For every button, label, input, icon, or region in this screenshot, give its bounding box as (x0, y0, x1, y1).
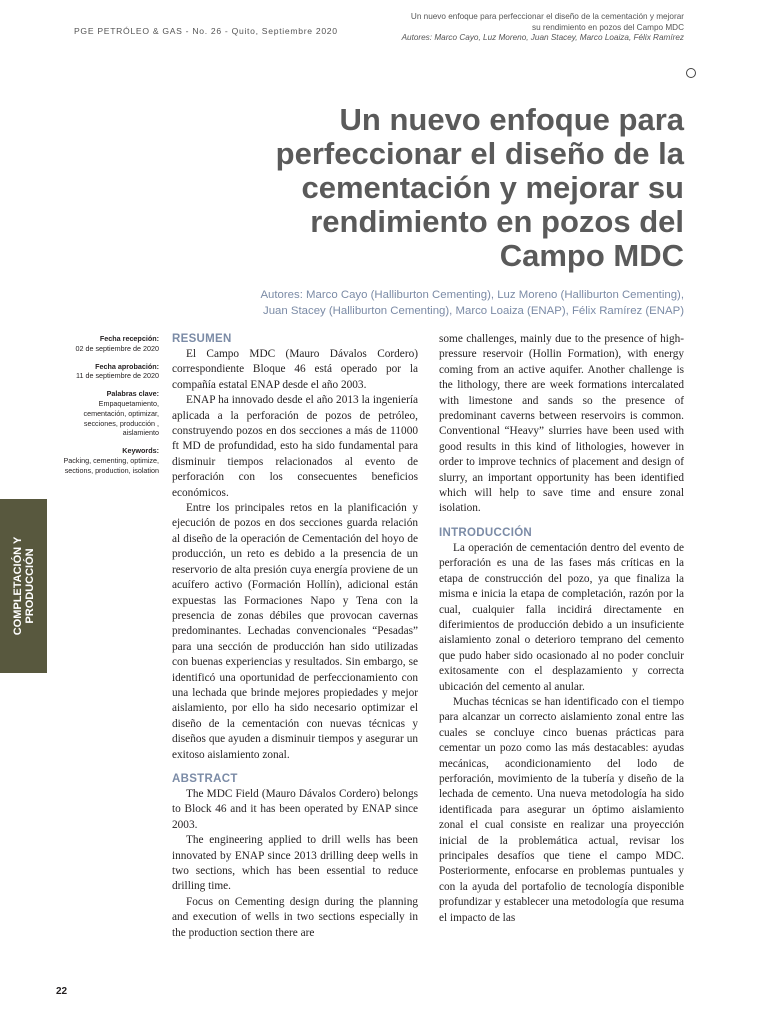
authors-line-1: Autores: Marco Cayo (Halliburton Cementing), Luz Moreno (Halliburton Cementing), (260, 289, 684, 301)
authors-line-2: Juan Stacey (Halliburton Cementing), Marco Loaiza (ENAP), Félix Ramírez (ENAP) (263, 305, 684, 317)
abstract-heading: ABSTRACT (172, 772, 238, 785)
introduccion-heading: INTRODUCCIÓN (439, 526, 533, 539)
resumen-paragraph-2: ENAP ha innovado desde el año 2013 la ingeniería aplicada a la perforación de pozos de petróleo, construyendo pozos en dos secciones a más de 11000 ft MD de profundidad, esto ha sido fundamental para disminuir tiempos relacionados al evento de perforación con los consecuentes beneficios económicos. (172, 394, 418, 499)
intro-paragraph-2: Muchas técnicas se han identificado con el tiempo para alcanzar un correcto aislamiento zonal entre las cuales se concluye cinco buenas prácticas para cementar un pozo como las más destacables: ayudas mecánicas, acondicionamiento del lodo de perforación, movimiento de la tubería y diseño de la lechada de cemento. Una nueva metodología ha sido identificada para asegurar un óptimo aislamiento zonal el cual consiste en realizar una proyección inicial de la problemática actual, revisar los principales desafíos que tiene el campo MDC. Posteriormente, enfocarse en problemas puntuales y con la ayuda del portafolio de tecnología disponible profundizar y establecer una metodología que resuma el impacto de las (439, 695, 684, 924)
palabras-clave-label: Palabras clave: (106, 389, 159, 399)
resumen-paragraph-1: El Campo MDC (Mauro Dávalos Cordero) correspondiente Bloque 46 está operado por la compañía estatal ENAP desde el año 2003. (172, 348, 418, 391)
running-header-title-line-2: su rendimiento en pozos del Campo MDC (532, 22, 684, 32)
abstract-paragraph-2: The engineering applied to drill wells has been innovated by ENAP since 2013 drilling deep wells in two sections, which has been essential to reduce drilling time. (172, 834, 418, 893)
abstract-paragraph-3: Focus on Cementing design during the planning and execution of wells in two sections especially in the production section there are (172, 895, 418, 939)
left-column (172, 332, 418, 941)
article-metadata (56, 334, 159, 484)
section-side-tab-label: COMPLETACIÓN Y PRODUCCIÓN (11, 536, 36, 636)
creative-commons-icon (686, 68, 696, 78)
title-line-2: perfeccionar el diseño de la (275, 136, 684, 171)
reception-date-value: 02 de septiembre de 2020 (75, 343, 159, 353)
page-number: 22 (56, 986, 68, 997)
abstract-paragraph-1: The MDC Field (Mauro Dávalos Cordero) belongs to Block 46 and it has been operated by ENAP since 2003. (172, 787, 418, 831)
resumen-paragraph-3: Entre los principales retos en la planificación y ejecución de pozos en dos secciones guarda relación al diseño de la operación de Cementación del hoyo de producción, un reto es debido a la presencia de un reservorio de alta presión cuya energía proviene de un acuífero activo (Formación Hollín), adicional están expuestas las Formaciones Napo y Tena con la presencia de zonas débiles que provocan cavernas predominantes. Lechadas convencionales “Pesadas” para una sección de producción han sido utilizadas con buenas experiencias y resultados. Sin embargo, se identificó una oportunidad de perfeccionamiento con una lechada que brinde mejores propiedades y mejor aislamiento, por ello ha sido necesario optimizar el diseño de la cementación con nuevas técnicas y diseños que ayuden a disminuir tiempos y asegurar un exitoso aislamiento zonal. (172, 502, 418, 761)
running-header-title-line-1: Un nuevo enfoque para perfeccionar el diseño de la cementación y mejorar (410, 12, 684, 21)
reception-date-label: Fecha recepción: (99, 334, 159, 343)
title-line-3: cementación y mejorar su (301, 170, 684, 205)
intro-paragraph-1: La operación de cementación dentro del evento de perforación es una de las fases más críticas en la etapa de construcción del pozo, ya que finaliza la misma e inicia la etapa de completación, razón por la cual, cualquier falla incidirá directamente en diferimientos de producción debido a un insuficiente aislamiento zonal o deterioro temprano del cemento que pudo haber sido ocasionado al no poder concluir exitosamente con el desplazamiento y correcta ubicación del cemento al anular. (439, 541, 684, 693)
authors-block (140, 287, 684, 319)
title-line-5: Campo MDC (499, 238, 684, 273)
approval-date-label: Fecha aprobación: (95, 361, 159, 371)
right-column (439, 332, 684, 926)
section-side-tab (0, 499, 47, 673)
article-title (200, 103, 684, 273)
approval-date-value: 11 de septiembre de 2020 (76, 371, 159, 381)
keywords-value: Packing, cementing, optimize, sections, production, isolation (63, 455, 159, 475)
palabras-clave-value: Empaquetamiento, cementación, optimizar, secciones, producción , aislamiento (83, 398, 159, 438)
resumen-heading: RESUMEN (172, 333, 232, 345)
title-line-1: Un nuevo enfoque para (339, 102, 684, 137)
title-line-4: rendimiento en pozos del (310, 204, 684, 239)
running-header-journal: PGE PETRÓLEO & GAS - No. 26 - Quito, Septiembre 2020 (74, 26, 338, 36)
running-header-article (354, 12, 684, 44)
keywords-label: Keywords: (122, 446, 159, 456)
abstract-continuation: some challenges, mainly due to the presence of high-pressure reservoir (Hollin Formation), with energy coming from an active aquifer. Another challenge is the lithology, there are week formations intercalated with limestone and sands so the presence of predominant caverns between reservoirs is common. Conventional “Heavy” slurries have been used with good results in this kind of lithologies, however in order to improve technics of placement and design of slurry, an important opportunity has been identified which will help to save time and ensure zonal isolation. (439, 333, 684, 515)
running-header-authors: Autores: Marco Cayo, Luz Moreno, Juan Stacey, Marco Loaiza, Félix Ramírez (401, 33, 684, 42)
